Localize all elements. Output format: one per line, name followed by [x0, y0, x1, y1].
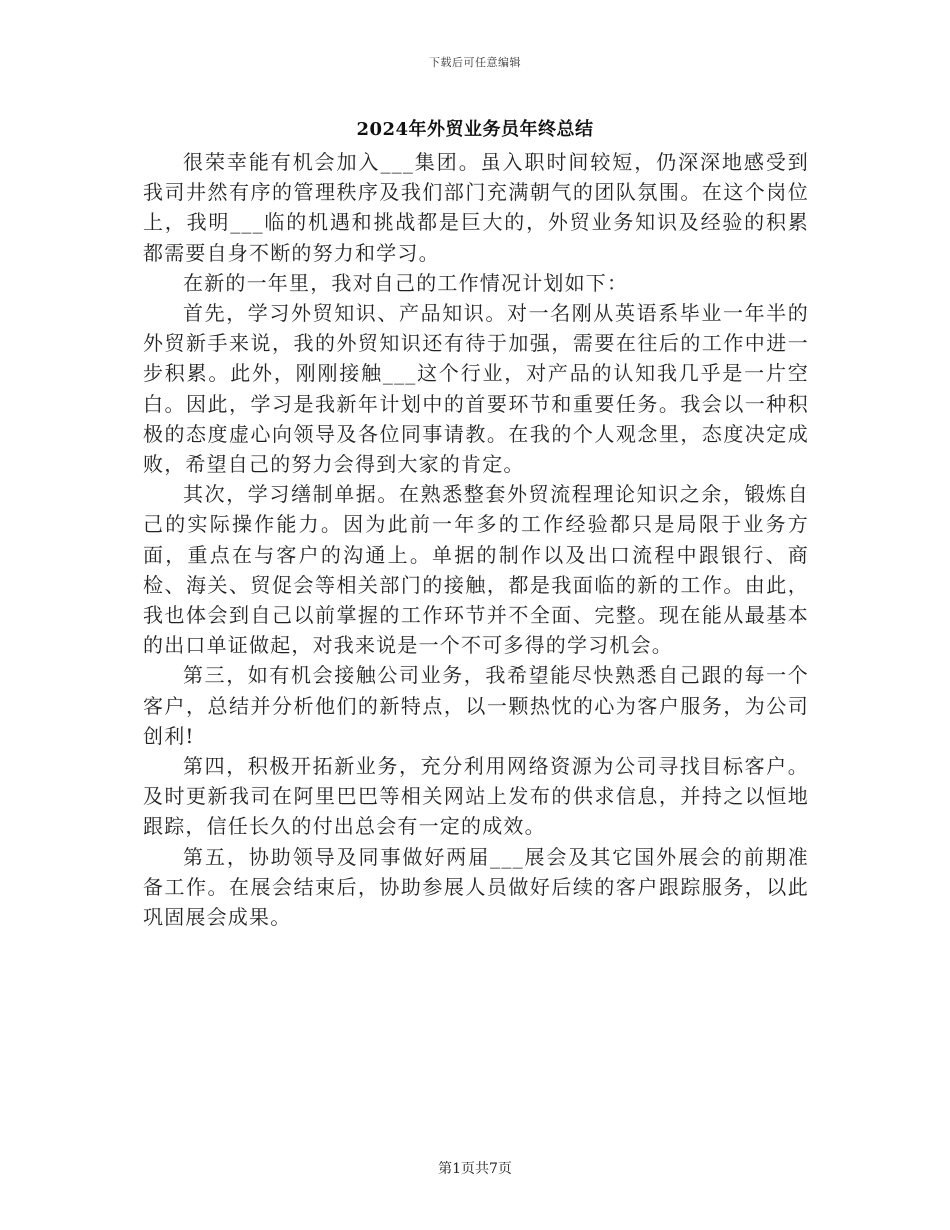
- document-title: 2024年外贸业务员年终总结: [356, 119, 594, 140]
- paragraph-third: 第三，如有机会接触公司业务，我希望能尽快熟悉自己跟的每一个客户，总结并分析他们的新特点，以一颗热忱的心为客户服务，为公司创利!: [143, 663, 809, 748]
- document-body: [143, 147, 809, 932]
- page-number: 第1页共7页: [438, 1161, 512, 1177]
- paragraph-plan-intro: 在新的一年里，我对自己的工作情况计划如下：: [183, 270, 629, 295]
- paragraph-intro: 很荣幸能有机会加入___集团。虽入职时间较短，仍深深地感受到我司井然有序的管理秩序及我们部门充满朝气的团队氛围。在这个岗位上，我明___临的机遇和挑战都是巨大的，外贸业务知识及经验的积累都需要自身不断的努力和学习。: [143, 150, 809, 265]
- paragraph-first: 首先，学习外贸知识、产品知识。对一名刚从英语系毕业一年半的外贸新手来说，我的外贸知识还有待于加强，需要在往后的工作中进一步积累。此外，刚刚接触___这个行业，对产品的认知我几乎是一片空白。因此，学习是我新年计划中的首要环节和重要任务。我会以一种积极的态度虚心向领导及各位同事请教。在我的个人观念里，态度决定成败，希望自己的努力会得到大家的肯定。: [143, 301, 809, 477]
- page-header-note: 下载后可任意编辑: [429, 56, 521, 69]
- paragraph-second: 其次，学习缮制单据。在熟悉整套外贸流程理论知识之余，锻炼自己的实际操作能力。因为此前一年多的工作经验都只是局限于业务方面，重点在与客户的沟通上。单据的制作以及出口流程中跟银行、商检、海关、贸促会等相关部门的接触，都是我面临的新的工作。由此，我也体会到自己以前掌握的工作环节并不全面、完整。现在能从最基本的出口单证做起，对我来说是一个不可多得的学习机会。: [143, 482, 809, 658]
- paragraph-fifth: 第五，协助领导及同事做好两届___展会及其它国外展会的前期准备工作。在展会结束后，协助参展人员做好后续的客户跟踪服务，以此巩固展会成果。: [143, 844, 809, 930]
- paragraph-fourth: 第四，积极开拓新业务，充分利用网络资源为公司寻找目标客户。及时更新我司在阿里巴巴等相关网站上发布的供求信息，并持之以恒地跟踪，信任长久的付出总会有一定的成效。: [143, 754, 809, 839]
